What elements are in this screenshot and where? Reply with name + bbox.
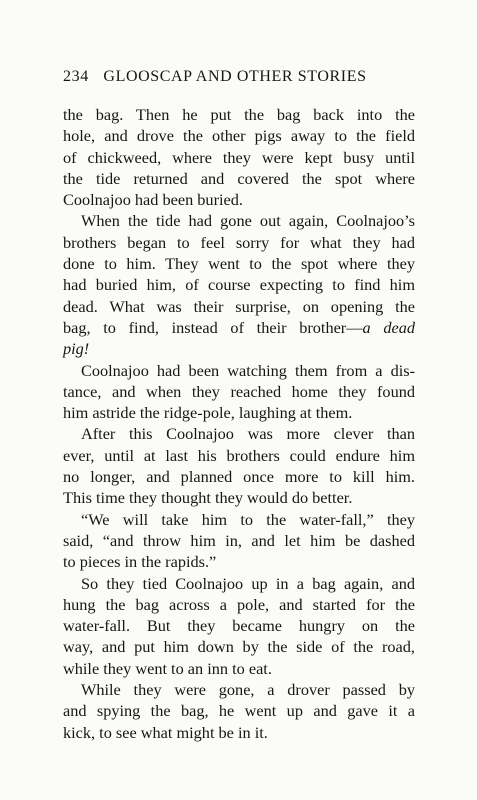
body-text	[63, 104, 415, 743]
paragraph	[63, 360, 415, 424]
text-line: water-fall. But they became hungry on the	[63, 616, 415, 636]
text-line: while they went to an inn to eat.	[63, 658, 272, 678]
text-line: and spying the bag, he went up and gave it a	[63, 701, 415, 721]
text-line: hung the bag across a pole, and started for the	[63, 594, 415, 614]
text-line: “We will take him to the water-fall,” they	[81, 509, 415, 529]
page-number: 234	[63, 68, 89, 85]
text-line: kick, to see what might be in it.	[63, 722, 268, 742]
text-line: done to him. They went to the spot where they	[63, 254, 415, 274]
text-line: ever, until at last his brothers could endure him	[63, 445, 415, 465]
text-fragment: bag, to find, instead of their brother—	[63, 317, 363, 337]
text-line: to pieces in the rapids.”	[63, 552, 217, 572]
text-line: way, and put him down by the side of the road,	[63, 637, 415, 657]
paragraph	[63, 509, 415, 573]
text-line	[63, 317, 415, 338]
paragraph	[63, 423, 415, 508]
book-title: GLOOSCAP AND OTHER STORIES	[103, 68, 367, 85]
paragraph	[63, 573, 415, 679]
text-line: no longer, and planned once more to kill him.	[63, 467, 415, 487]
paragraph	[63, 104, 415, 210]
text-line	[63, 338, 415, 359]
text-line: Coolnajoo had been watching them from a dis-	[81, 360, 415, 380]
text-line: tance, and when they reached home they found	[63, 381, 415, 401]
italic-fragment: pig!	[63, 339, 90, 359]
running-head	[63, 68, 414, 86]
italic-fragment: a dead	[362, 317, 415, 337]
text-line: of chickweed, where they were kept busy until	[63, 147, 415, 167]
text-line: So they tied Coolnajoo up in a bag again, and	[81, 573, 415, 593]
text-line: said, “and throw him in, and let him be dashed	[63, 530, 415, 550]
text-line: While they were gone, a drover passed by	[81, 680, 415, 700]
text-line: had buried him, of course expecting to find him	[63, 275, 415, 295]
text-line: the bag. Then he put the bag back into the	[63, 105, 415, 124]
text-line: hole, and drove the other pigs away to the field	[63, 126, 415, 146]
paragraph	[63, 210, 415, 359]
text-line: After this Coolnajoo was more clever than	[81, 424, 415, 444]
text-line: Coolnajoo had been buried.	[63, 190, 243, 210]
paragraph	[63, 679, 415, 743]
text-line: brothers began to feel sorry for what they had	[63, 232, 415, 252]
text-line: the tide returned and covered the spot where	[63, 168, 415, 188]
text-line: This time they thought they would do better.	[63, 488, 353, 508]
text-line: him astride the ridge-pole, laughing at them.	[63, 403, 353, 423]
text-line: dead. What was their surprise, on opening the	[63, 296, 415, 316]
text-line: When the tide had gone out again, Coolnajoo’s	[81, 211, 415, 231]
